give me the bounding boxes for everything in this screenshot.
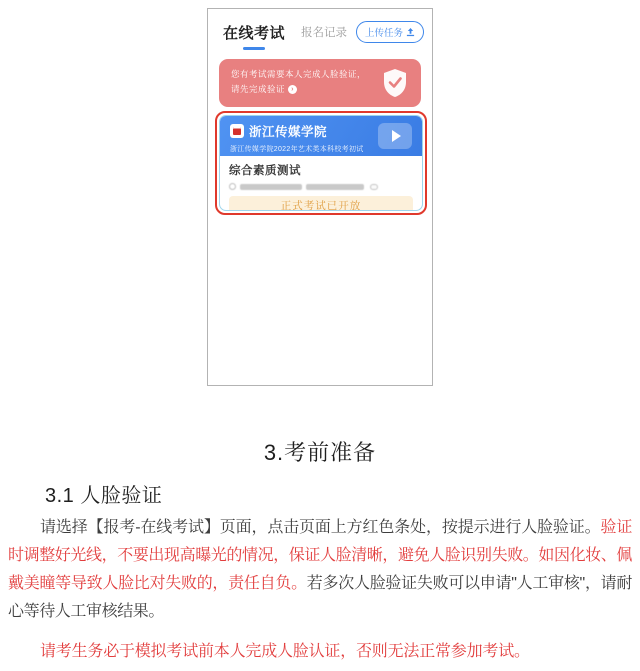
shield-check-icon [382, 68, 408, 103]
para-red: 验证时调整好光线，不要出现高曝光的情况，保证人脸清晰，避免人脸识别失败。如因化妆、佩戴美瞳等导致人脸比对失败的，责任自负。 [8, 519, 633, 592]
warning-paragraph: 请考生务必于模拟考试前本人完成人脸认证，否则无法正常参加考试。 [40, 643, 530, 660]
exam-time-redacted [229, 183, 413, 190]
play-icon [392, 130, 401, 142]
instruction-paragraph [8, 514, 632, 626]
play-button[interactable] [378, 123, 412, 149]
exam-card[interactable] [219, 115, 423, 211]
alert-text-line1: 您有考试需要本人完成人脸验证， [231, 69, 367, 79]
school-name: 浙江传媒学院 [249, 125, 328, 139]
para-black-2: 若多次人脸验证失败可以申请"人工审核"，请耐心等待人工审核结果。 [8, 575, 632, 620]
clock-icon [229, 183, 236, 190]
chevron-right-icon: › [288, 85, 297, 94]
exam-title: 浙江传媒学院2022年艺术类本科校考初试 [230, 146, 364, 153]
upload-icon [406, 28, 415, 37]
school-logo-icon [230, 124, 244, 138]
exam-subject: 综合素质测试 [229, 165, 301, 177]
redacted-text [240, 184, 302, 190]
subsection-heading: 3.1 人脸验证 [45, 485, 163, 507]
face-verification-alert[interactable] [219, 59, 421, 107]
para-black-1: 请选择【报考-在线考试】页面，点击页面上方红色条处，按提示进行人脸验证。 [40, 519, 601, 536]
red-highlight-box [215, 111, 427, 215]
app-screenshot-frame [207, 8, 433, 386]
redacted-text [306, 184, 364, 190]
tab-online-exam[interactable]: 在线考试 [223, 22, 285, 43]
exam-card-header [220, 116, 422, 156]
exam-open-status-button[interactable]: 正式考试已开放 [229, 196, 413, 211]
redacted-tag [370, 184, 378, 190]
section-heading: 3.考前准备 [263, 440, 377, 465]
tab-bar [208, 9, 432, 55]
exam-card-body [220, 156, 422, 211]
upload-task-label: 上传任务 [364, 28, 403, 39]
tab-registration-records[interactable]: 报名记录 [301, 27, 348, 39]
upload-task-button[interactable] [356, 21, 424, 43]
alert-text-line2: 请先完成验证 [231, 84, 286, 94]
